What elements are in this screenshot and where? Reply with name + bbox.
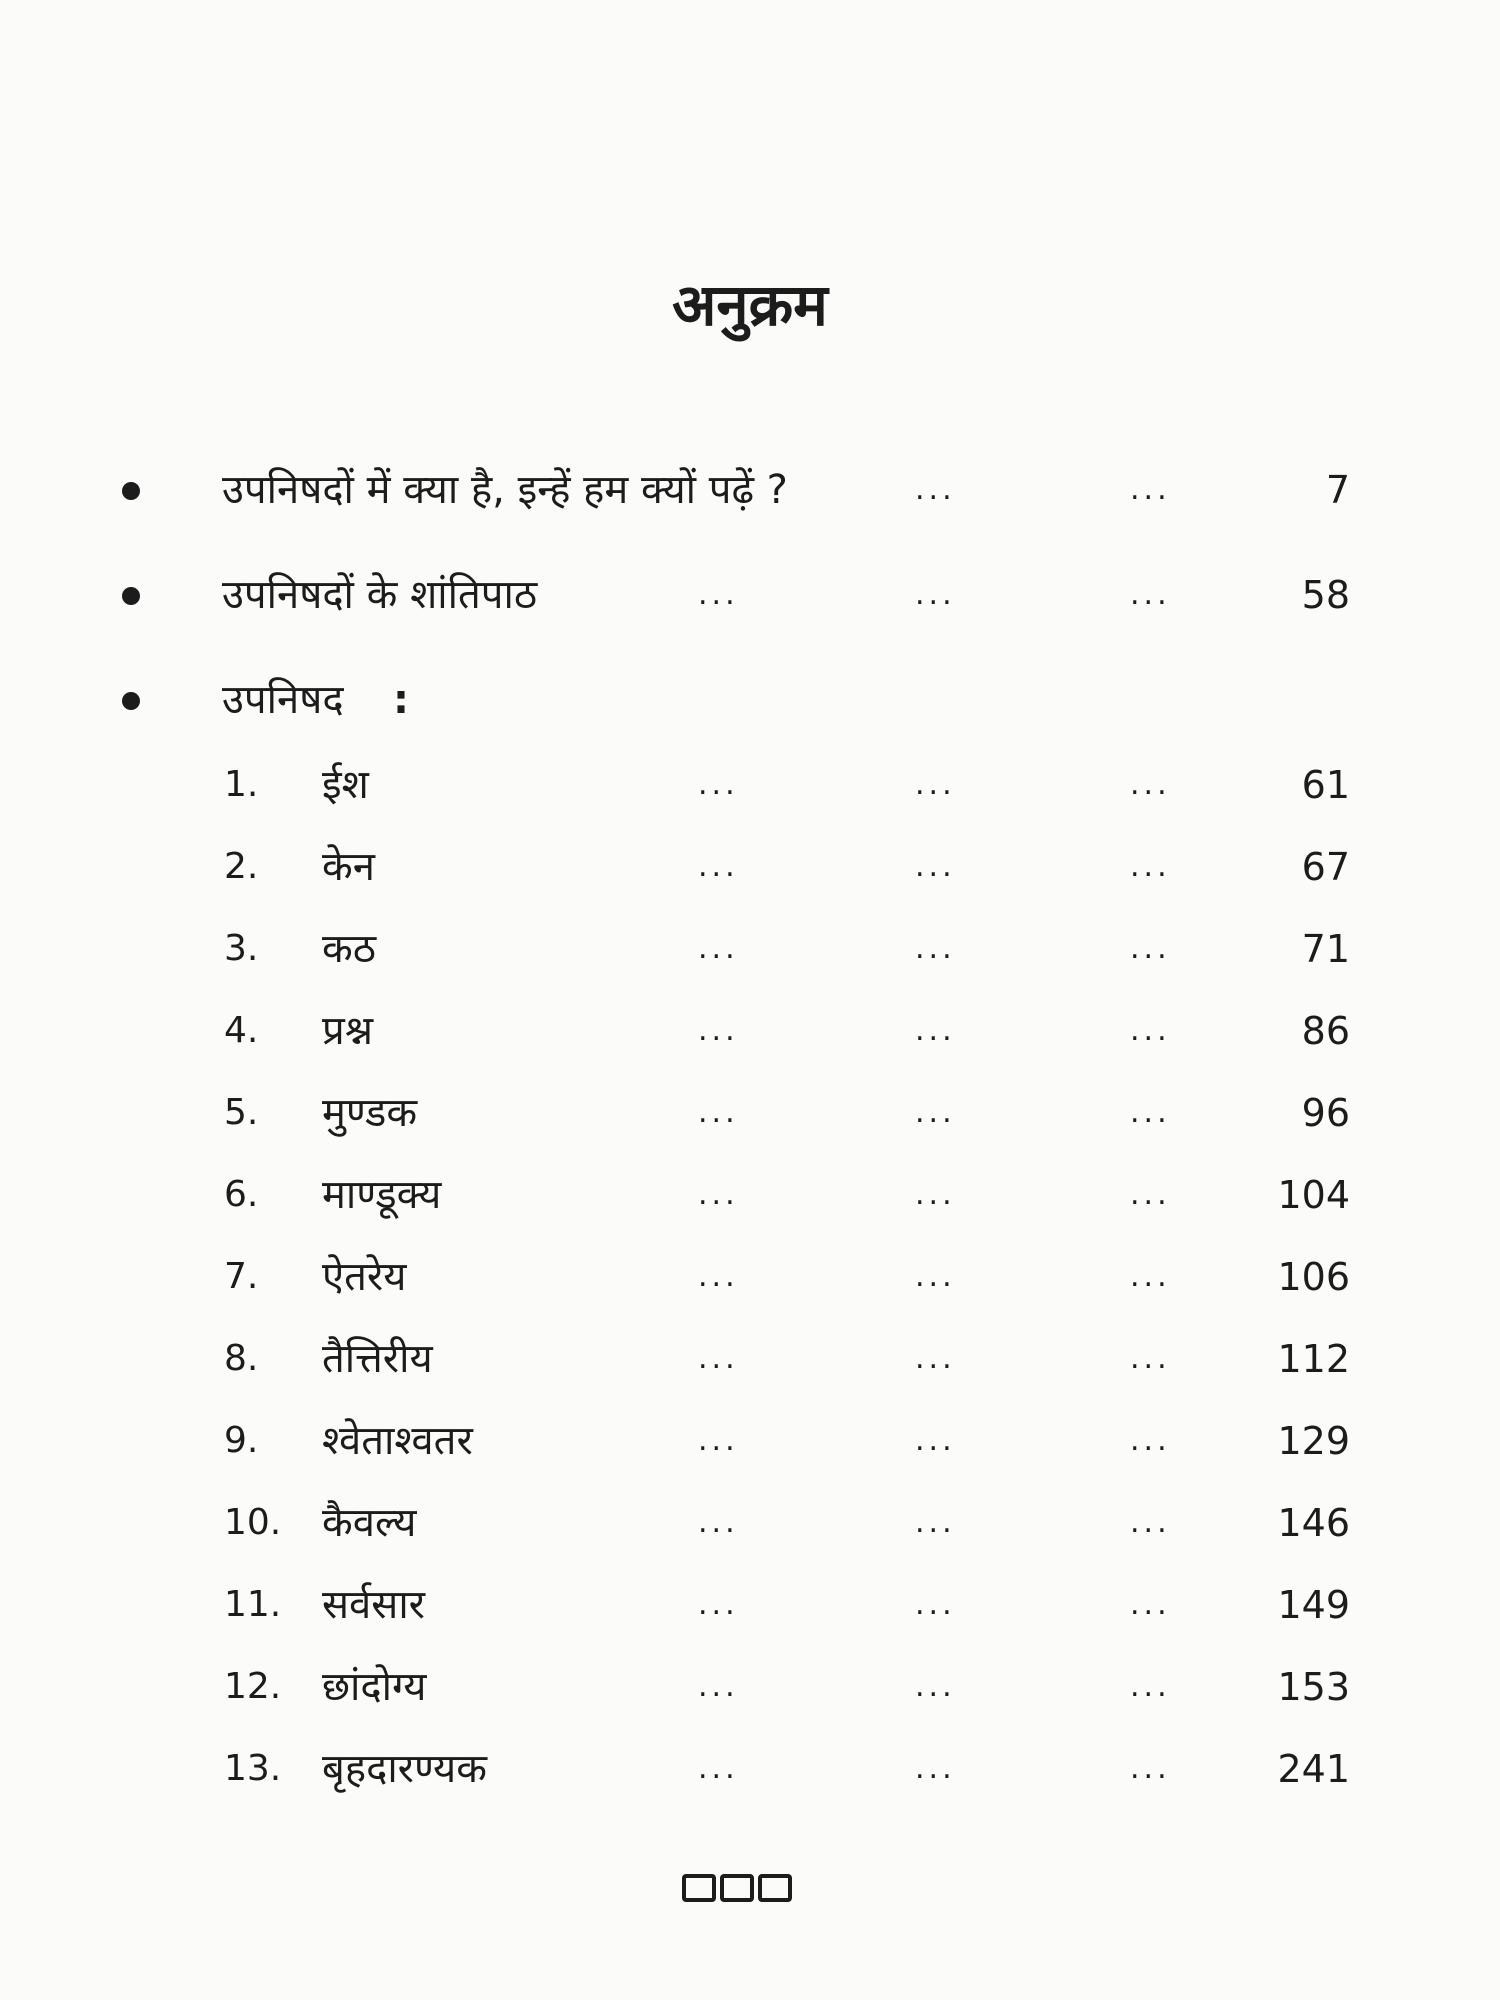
- entry-label: कैवल्य: [322, 1500, 417, 1546]
- toc-entry: [0, 1657, 1500, 1717]
- toc-entry-top: [0, 565, 1500, 625]
- entry-page-number: 112: [1277, 1337, 1350, 1381]
- entry-label: तैत्तिरीय: [322, 1336, 433, 1382]
- leader-dots: ...: [915, 1751, 956, 1786]
- end-ornament: [682, 1874, 792, 1910]
- entry-number: 7.: [224, 1256, 259, 1297]
- section-heading: [0, 670, 1500, 730]
- leader-dots: ...: [915, 577, 956, 612]
- leader-dots: ...: [915, 472, 956, 507]
- leader-dots: ...: [915, 1177, 956, 1212]
- leader-dots: ...: [698, 1341, 739, 1376]
- entry-label: प्रश्न: [322, 1008, 374, 1054]
- entry-label: छांदोग्य: [322, 1664, 427, 1710]
- box-icon: [682, 1874, 716, 1902]
- entry-label: उपनिषदों के शांतिपाठ: [222, 572, 538, 618]
- section-label: उपनिषद: [222, 677, 344, 723]
- entry-label: श्वेताश्वतर: [322, 1418, 473, 1464]
- leader-dots: ...: [1130, 931, 1171, 966]
- entry-page-number: 61: [1301, 763, 1350, 807]
- leader-dots: ...: [1130, 1669, 1171, 1704]
- leader-dots: ...: [1130, 577, 1171, 612]
- leader-dots: ...: [1130, 1423, 1171, 1458]
- leader-dots: ...: [698, 1751, 739, 1786]
- entry-label: उपनिषदों में क्या है, इन्हें हम क्यों पढ़ें ?: [222, 467, 788, 513]
- leader-dots: ...: [698, 1095, 739, 1130]
- entry-page-number: 106: [1277, 1255, 1350, 1299]
- entry-label: बृहदारण्यक: [322, 1746, 487, 1792]
- entry-number: 8.: [224, 1338, 259, 1379]
- entry-page-number: 149: [1277, 1583, 1350, 1627]
- entry-page-number: 241: [1277, 1747, 1350, 1791]
- entry-number: 5.: [224, 1092, 259, 1133]
- leader-dots: ...: [915, 1341, 956, 1376]
- page-title: अनुक्रम: [672, 271, 828, 339]
- entry-label: मुण्डक: [322, 1090, 418, 1136]
- leader-dots: ...: [915, 1587, 956, 1622]
- leader-dots: ...: [1130, 1751, 1171, 1786]
- leader-dots: ...: [698, 577, 739, 612]
- leader-dots: ...: [915, 1423, 956, 1458]
- entry-label: माण्डूक्य: [322, 1172, 442, 1218]
- leader-dots: ...: [915, 1095, 956, 1130]
- entry-page-number: 129: [1277, 1419, 1350, 1463]
- entry-page-number: 86: [1301, 1009, 1350, 1053]
- entry-number: 6.: [224, 1174, 259, 1215]
- leader-dots: ...: [698, 1259, 739, 1294]
- entry-number: 2.: [224, 846, 259, 887]
- entry-label: कठ: [322, 926, 376, 972]
- entry-label: ईश: [322, 762, 369, 808]
- leader-dots: ...: [915, 1669, 956, 1704]
- section-colon: :: [393, 677, 409, 723]
- box-icon: [720, 1874, 754, 1902]
- leader-dots: ...: [698, 931, 739, 966]
- entry-label: ऐतरेय: [322, 1254, 407, 1300]
- leader-dots: ...: [915, 849, 956, 884]
- entry-label: सर्वसार: [322, 1582, 426, 1628]
- entry-page-number: 153: [1277, 1665, 1350, 1709]
- toc-entry-top: [0, 460, 1500, 520]
- toc-entry: [0, 1247, 1500, 1307]
- entry-page-number: 58: [1301, 573, 1350, 617]
- entry-page-number: 71: [1301, 927, 1350, 971]
- leader-dots: ...: [1130, 1341, 1171, 1376]
- leader-dots: ...: [698, 1013, 739, 1048]
- leader-dots: ...: [1130, 1505, 1171, 1540]
- entry-number: 3.: [224, 928, 259, 969]
- toc-entry: [0, 755, 1500, 815]
- toc-entry: [0, 1329, 1500, 1389]
- leader-dots: ...: [915, 1259, 956, 1294]
- entry-page-number: 67: [1301, 845, 1350, 889]
- entry-page-number: 7: [1325, 468, 1350, 512]
- leader-dots: ...: [1130, 1013, 1171, 1048]
- entry-page-number: 146: [1277, 1501, 1350, 1545]
- leader-dots: ...: [1130, 1177, 1171, 1212]
- toc-entry: [0, 1083, 1500, 1143]
- leader-dots: ...: [698, 1177, 739, 1212]
- leader-dots: ...: [1130, 1259, 1171, 1294]
- bullet-icon: [122, 482, 140, 500]
- leader-dots: ...: [915, 931, 956, 966]
- entry-label: केन: [322, 844, 375, 890]
- leader-dots: ...: [698, 1587, 739, 1622]
- leader-dots: ...: [698, 849, 739, 884]
- entry-page-number: 104: [1277, 1173, 1350, 1217]
- leader-dots: ...: [915, 767, 956, 802]
- toc-entry: [0, 1411, 1500, 1471]
- toc-entry: [0, 1739, 1500, 1799]
- leader-dots: ...: [1130, 472, 1171, 507]
- toc-entry: [0, 1165, 1500, 1225]
- toc-entry: [0, 1493, 1500, 1553]
- leader-dots: ...: [1130, 1587, 1171, 1622]
- entry-page-number: 96: [1301, 1091, 1350, 1135]
- entry-number: 13.: [224, 1748, 282, 1789]
- entry-number: 1.: [224, 764, 259, 805]
- bullet-icon: [122, 587, 140, 605]
- leader-dots: ...: [915, 1505, 956, 1540]
- toc-entry: [0, 837, 1500, 897]
- leader-dots: ...: [698, 767, 739, 802]
- entry-number: 10.: [224, 1502, 282, 1543]
- entry-number: 12.: [224, 1666, 282, 1707]
- leader-dots: ...: [915, 1013, 956, 1048]
- entry-number: 9.: [224, 1420, 259, 1461]
- bullet-icon: [122, 692, 140, 710]
- leader-dots: ...: [1130, 767, 1171, 802]
- leader-dots: ...: [698, 1669, 739, 1704]
- leader-dots: ...: [1130, 849, 1171, 884]
- entry-number: 11.: [224, 1584, 282, 1625]
- toc-entry: [0, 1575, 1500, 1635]
- box-icon: [758, 1874, 792, 1902]
- entry-number: 4.: [224, 1010, 259, 1051]
- toc-entry: [0, 919, 1500, 979]
- leader-dots: ...: [698, 1423, 739, 1458]
- toc-entry: [0, 1001, 1500, 1061]
- leader-dots: ...: [698, 1505, 739, 1540]
- leader-dots: ...: [1130, 1095, 1171, 1130]
